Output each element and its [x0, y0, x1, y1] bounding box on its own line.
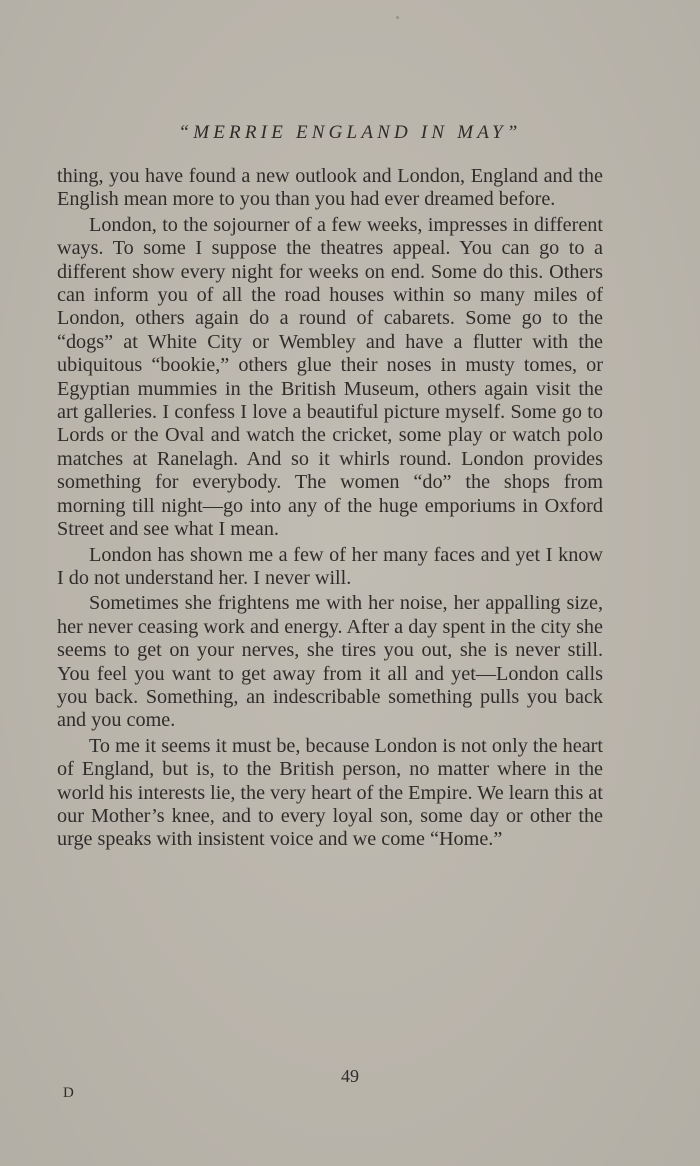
running-head: “MERRIE ENGLAND IN MAY”: [178, 122, 522, 143]
page-number: 49: [341, 1066, 359, 1086]
paragraph-london-impresses: London, to the sojourner of a few weeks, impresses in different ways. To some I suppose the theatres appeal. You can go to a different show every night for weeks on end. Some do this. Others can inform you of all the road houses within so many miles of London, others again do a round of cabarets. Some go to the “dogs” at White City or Wembley and have a flutter with the ubiquitous “bookie,” others glue their noses in musty tomes, or Egyptian mummies in the British Museum, others again visit the art galleries. I confess I love a beautiful picture myself. Some go to Lords or the Oval and watch the cricket, some play or watch polo matches at Ranelagh. And so it whirls round. London provides something for everybody. The women “do” the shops from morning till night—go into any of the huge emporiums in Oxford Street and see what I mean.: [57, 213, 603, 541]
paragraph-many-faces: London has shown me a few of her many faces and yet I know I do not understand her. I never will.: [57, 543, 603, 589]
paragraph-heart-of-england: To me it seems it must be, because London is not only the heart of England, but is, to the British person, no matter where in the world his interests lie, the very heart of the Empire. We learn this at our Mother’s knee, and to every loyal son, some day or other the urge speaks with insistent voice and we come “Home.”: [57, 734, 603, 851]
body-text: [57, 165, 603, 852]
paper-speck: [396, 16, 399, 19]
signature-mark: D: [63, 1085, 74, 1101]
paragraph-continuation: thing, you have found a new outlook and London, England and the English mean more to you than you had ever dreamed before.: [57, 165, 603, 211]
paragraph-frightens: Sometimes she frightens me with her noise, her appalling size, her never ceasing work and energy. After a day spent in the city she seems to get on your nerves, she tires you out, she is never still. You feel you want to get away from it all and yet—London calls you back. Something, an indescribable something pulls you back and you come.: [57, 592, 603, 732]
